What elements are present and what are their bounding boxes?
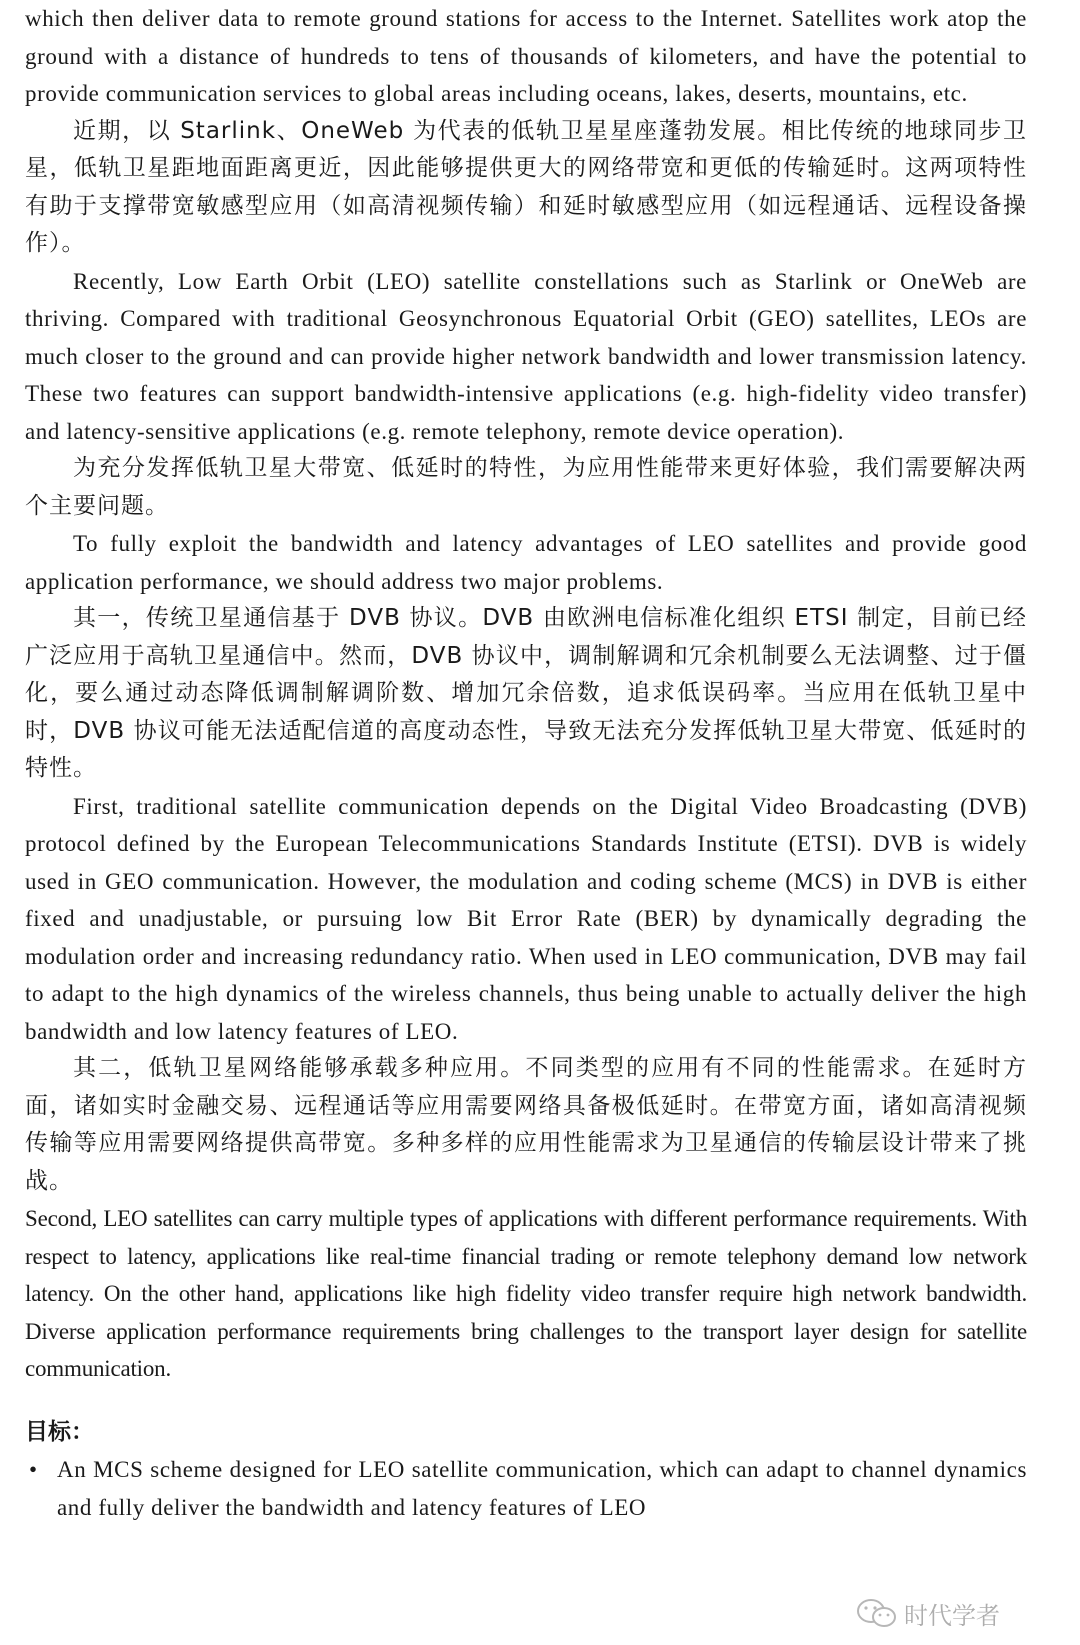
paragraph-en-recent: Recently, Low Earth Orbit (LEO) satellite constellations such as Starlink or OneWeb are thriving. Compared with traditional Geosynchronous Equatorial Orbit (GEO) satellites, LEOs are much closer to the ground and can provide higher network bandwidth and lower transmission latency. These two features can support bandwidth-intensive applications (e.g. high-fidelity video transfer) and latency-sensitive applications (e.g. remote telephony, remote device operation).	[25, 268, 1027, 444]
paragraph-zh-first-problem: 其一，传统卫星通信基于 DVB 协议。DVB 由欧洲电信标准化组织 ETSI 制定，目前已经广泛应用于高轨卫星通信中。然而，DVB 协议中，调制解调和冗余机制要么无法调整、过于僵化，要么通过动态降低调制解调阶数、增加冗余倍数，追求低误码率。当应用在低轨卫星中时，DVB 协议可能无法适配信道的高度动态性，导致无法充分发挥低轨卫星大带宽、低延时的特性。	[25, 605, 1027, 781]
paragraph-zh-second-problem: 其二，低轨卫星网络能够承载多种应用。不同类型的应用有不同的性能需求。在延时方面，诸如实时金融交易、远程通话等应用需要网络具备极低延时。在带宽方面，诸如高清视频传输等应用需要网络提供高带宽。多种多样的应用性能需求为卫星通信的传输层设计带来了挑战。	[25, 1055, 1027, 1194]
wechat-icon	[856, 1598, 898, 1630]
goal-list-item	[25, 1451, 1027, 1526]
paragraph-zh-problems-intro: 为充分发挥低轨卫星大带宽、低延时的特性，为应用性能带来更好体验，我们需要解决两个主要问题。	[25, 455, 1027, 519]
document-body	[25, 0, 1027, 1526]
paragraph-en-second-problem: Second, LEO satellites can carry multiple types of applications with different performance requirements. With respect to latency, applications like real-time financial trading or remote telephony demand low network latency. On the other hand, applications like high fidelity video transfer require high network bandwidth. Diverse application performance requirements bring challenges to the transport layer design for satellite communication.	[25, 1206, 1027, 1381]
watermark	[856, 1596, 1000, 1631]
section-gap	[25, 1388, 1027, 1414]
paragraph-intro-continued: which then deliver data to remote ground stations for access to the Internet. Satellites work atop the ground with a distance of hundreds to tens of thousands of kilometers, and have the potential to provide communication services to global areas including oceans, lakes, deserts, mountains, etc.	[25, 6, 1027, 106]
goal-text: An MCS scheme designed for LEO satellite communication, which can adapt to channel dynamics and fully deliver the bandwidth and latency features of LEO	[57, 1457, 1027, 1520]
goals-heading: 目标：	[25, 1418, 94, 1445]
paragraph-en-problems-intro: To fully exploit the bandwidth and latency advantages of LEO satellites and provide good application performance, we should address two major problems.	[25, 531, 1027, 594]
watermark-text: 时代学者	[904, 1602, 1000, 1630]
bullet-icon: •	[29, 1457, 38, 1482]
paragraph-zh-recent: 近期，以 Starlink、OneWeb 为代表的低轨卫星星座蓬勃发展。相比传统的地球同步卫星，低轨卫星距地面距离更近，因此能够提供更大的网络带宽和更低的传输延时。这两项特性有助于支撑带宽敏感型应用（如高清视频传输）和延时敏感型应用（如远程通话、远程设备操作）。	[25, 117, 1027, 256]
paragraph-en-first-problem: First, traditional satellite communication depends on the Digital Video Broadcasting (DVB) protocol defined by the European Telecommunications Standards Institute (ETSI). DVB is widely used in GEO communication. However, the modulation and coding scheme (MCS) in DVB is either fixed and unadjustable, or pursuing low Bit Error Rate (BER) by dynamically degrading the modulation order and increasing redundancy ratio. When used in LEO communication, DVB may fail to adapt to the high dynamics of the wireless channels, thus being unable to actually deliver the high bandwidth and low latency features of LEO.	[25, 793, 1027, 1044]
